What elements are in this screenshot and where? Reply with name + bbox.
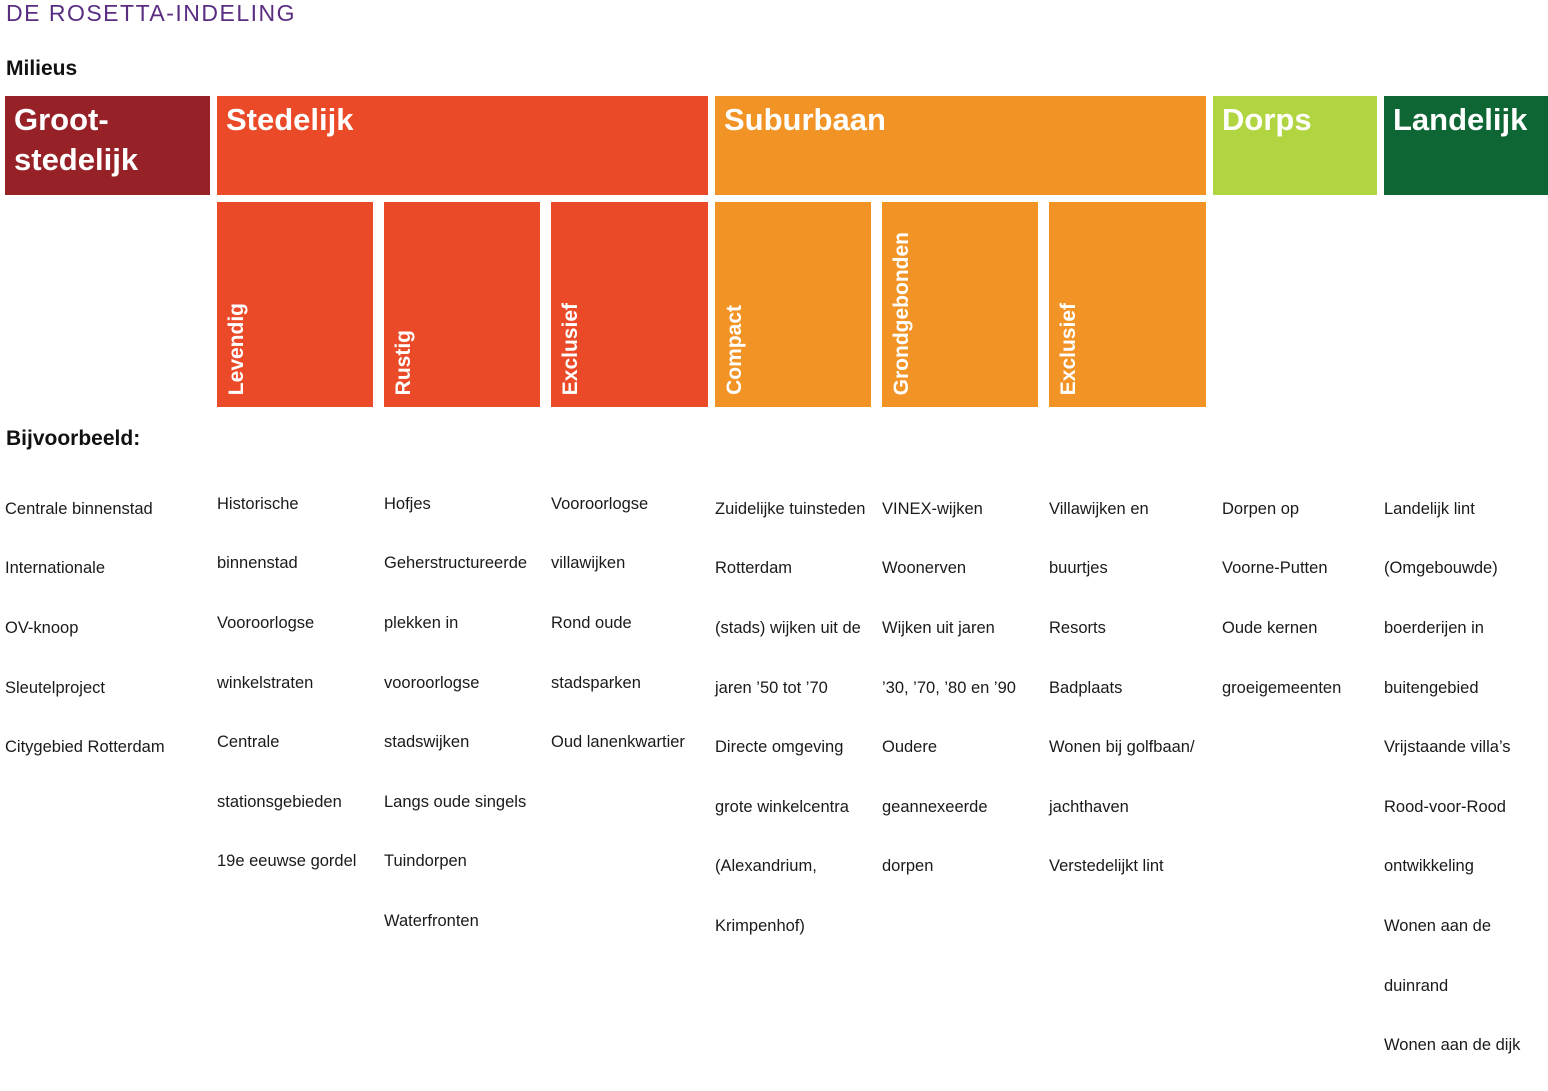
example-line: Langs oude singels: [384, 792, 527, 811]
example-line: Centrale binnenstad: [5, 499, 153, 518]
example-line: groeigemeenten: [1222, 678, 1342, 697]
example-line: Oudere: [882, 738, 938, 757]
example-line: plekken in: [384, 613, 459, 632]
category-grootstedelijk-line2: stedelijk: [14, 142, 139, 177]
example-line: Waterfronten: [384, 911, 479, 930]
example-line: buitengebied: [1384, 678, 1479, 697]
example-line: duinrand: [1384, 976, 1449, 995]
subcategory-exclusief-stedelijk: [551, 202, 708, 407]
example-line: Tuindorpen: [384, 852, 467, 871]
example-line: (Alexandrium,: [715, 857, 817, 876]
example-line: stadsparken: [551, 673, 641, 692]
example-line: Vooroorlogse: [551, 494, 649, 513]
milieus-heading: Milieus: [6, 57, 78, 80]
example-line: Vrijstaande villa’s: [1384, 738, 1511, 757]
example-line: binnenstad: [217, 554, 298, 573]
example-line: boerderijen in: [1384, 618, 1484, 637]
example-line: (stads) wijken uit de: [715, 618, 861, 637]
subcategory-grondgebonden: [882, 202, 1038, 407]
diagram-title: DE ROSETTA-INDELING: [6, 0, 297, 26]
subcategory-levendig: [217, 202, 373, 407]
example-line: Rond oude: [551, 613, 632, 632]
example-line: stationsgebieden: [217, 792, 342, 811]
examples-dorps: [1222, 465, 1341, 733]
example-line: Oude kernen: [1222, 618, 1318, 637]
category-dorps-label: Dorps: [1222, 102, 1312, 137]
category-landelijk: [1384, 96, 1548, 195]
examples-compact: [715, 465, 865, 972]
example-line: Voorne-Putten: [1222, 559, 1328, 578]
example-line: geannexeerde: [882, 797, 988, 816]
example-line: grote winkelcentra: [715, 797, 849, 816]
example-line: villawijken: [551, 554, 626, 573]
category-suburbaan: [715, 96, 1206, 195]
example-line: Resorts: [1049, 618, 1106, 637]
example-line: Wonen aan de dijk: [1384, 1036, 1521, 1055]
example-line: VINEX-wijken: [882, 499, 983, 518]
example-line: Historische: [217, 494, 299, 513]
example-line: 19e eeuwse gordel: [217, 852, 357, 871]
subcategory-levendig-label: Levendig: [225, 302, 248, 395]
example-line: Sleutelproject: [5, 678, 105, 697]
examples-grondgebonden: [882, 465, 1016, 912]
example-line: Wonen bij golfbaan/: [1049, 738, 1195, 757]
example-line: Zuidelijke tuinsteden: [715, 499, 866, 518]
example-line: OV-knoop: [5, 618, 79, 637]
example-line: ’30, ’70, ’80 en ’90: [882, 678, 1016, 697]
example-line: buurtjes: [1049, 559, 1108, 578]
subcategory-exclusief-stedelijk-label: Exclusief: [559, 302, 582, 395]
examples-rustig: [384, 460, 527, 967]
example-line: Oud lanenkwartier: [551, 733, 685, 752]
example-line: Citygebied Rotterdam: [5, 738, 165, 757]
subcategory-compact: [715, 202, 871, 407]
example-line: Wonen aan de: [1384, 916, 1492, 935]
subcategory-exclusief-suburbaan-label: Exclusief: [1057, 302, 1080, 395]
example-line: Dorpen op: [1222, 499, 1300, 518]
examples-exclusief-suburbaan: [1049, 465, 1195, 912]
example-line: ontwikkeling: [1384, 857, 1474, 876]
examples-heading: Bijvoorbeeld:: [6, 427, 141, 450]
example-line: vooroorlogse: [384, 673, 480, 692]
subcategory-grondgebonden-label: Grondgebonden: [890, 231, 913, 395]
example-line: Villawijken en: [1049, 499, 1149, 518]
example-line: Rotterdam: [715, 559, 793, 578]
example-line: Krimpenhof): [715, 916, 805, 935]
category-grootstedelijk: [5, 96, 210, 195]
example-line: jaren ’50 tot ’70: [715, 678, 828, 697]
example-line: Vooroorlogse: [217, 613, 315, 632]
examples-grootstedelijk: [5, 465, 165, 793]
category-landelijk-label: Landelijk: [1393, 102, 1528, 137]
example-line: Badplaats: [1049, 678, 1123, 697]
category-stedelijk-label: Stedelijk: [226, 102, 354, 137]
example-line: Rood-voor-Rood: [1384, 797, 1506, 816]
subcategory-compact-label: Compact: [723, 305, 746, 395]
example-line: Directe omgeving: [715, 738, 844, 757]
examples-exclusief-stedelijk: [551, 460, 685, 788]
example-line: Geherstructureerde: [384, 554, 528, 573]
example-line: dorpen: [882, 857, 934, 876]
subcategory-rustig: [384, 202, 540, 407]
category-stedelijk: [217, 96, 708, 195]
category-suburbaan-label: Suburbaan: [724, 102, 886, 137]
example-line: Verstedelijkt lint: [1049, 857, 1164, 876]
example-line: winkelstraten: [217, 673, 314, 692]
example-line: (Omgebouwde): [1384, 559, 1498, 578]
example-line: Wijken uit jaren: [882, 618, 995, 637]
example-line: jachthaven: [1049, 797, 1129, 816]
example-line: Woonerven: [882, 559, 967, 578]
category-grootstedelijk-line1: Groot-: [14, 102, 109, 137]
subcategory-exclusief-suburbaan: [1049, 202, 1206, 407]
category-dorps: [1213, 96, 1377, 195]
subcategory-rustig-label: Rustig: [392, 329, 415, 395]
examples-levendig: [217, 460, 356, 907]
example-line: stadswijken: [384, 733, 470, 752]
examples-landelijk: [1384, 465, 1520, 1091]
example-line: Centrale: [217, 733, 280, 752]
example-line: Hofjes: [384, 494, 431, 513]
example-line: Landelijk lint: [1384, 499, 1475, 518]
example-line: Internationale: [5, 559, 105, 578]
